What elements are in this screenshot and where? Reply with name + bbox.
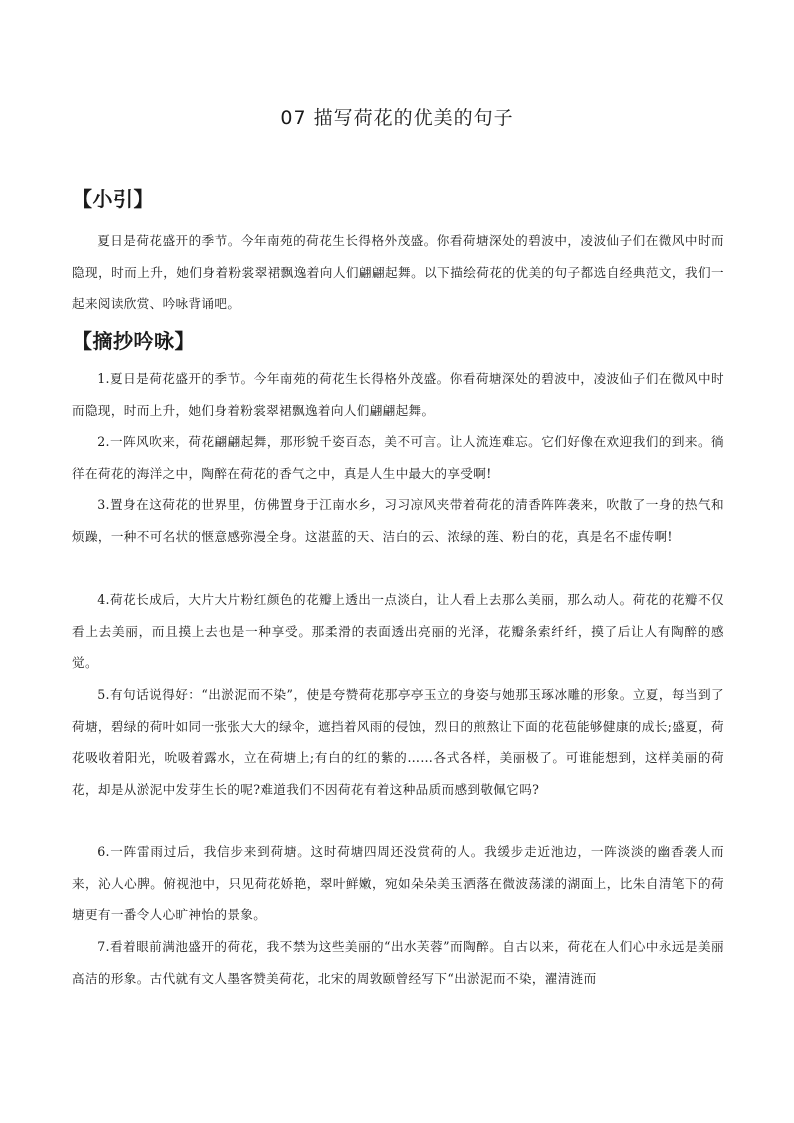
intro-heading: 【小引】: [72, 187, 154, 211]
page-title: 07 描写荷花的优美的句子: [280, 107, 514, 129]
excerpt-heading: 【摘抄吟咏】: [72, 329, 195, 353]
excerpt-item-4: 4.荷花长成后，大片大片粉红颜色的花瓣上透出一点淡白，让人看上去那么美丽，那么动人。荷花的花瓣不仅看上去美丽，而且摸上去也是一种享受。那柔滑的表面透出亮丽的光泽，花瓣条索纤纤，摸了后让人有陶醉的感觉。: [72, 592, 724, 670]
excerpt-item-7: 7.看着眼前满池盛开的荷花，我不禁为这些美丽的“出水芙蓉”而陶醉。自古以来，荷花在人们心中永远是美丽高洁的形象。古代就有文人墨客赞美荷花，北宋的周敦颐曾经写下“出淤泥而不染，濯清涟而: [72, 939, 724, 986]
excerpt-item-6: 6.一阵雷雨过后，我信步来到荷塘。这时荷塘四周还没赏荷的人。我缓步走近池边，一阵淡淡的幽香袭人而来，沁人心脾。俯视池中，只见荷花娇艳，翠叶鲜嫩，宛如朵朵美玉洒落在微波荡漾的湖面上，比朱自清笔下的荷塘更有一番令人心旷神怡的景象。: [72, 844, 724, 922]
excerpt-item-3: 3.置身在这荷花的世界里，仿佛置身于江南水乡，习习凉风夹带着荷花的清香阵阵袭来，吹散了一身的热气和烦躁，一种不可名状的惬意感弥漫全身。这湛蓝的天、洁白的云、浓绿的莲、粉白的花，真是名不虚传啊!: [72, 497, 724, 544]
excerpt-item-2: 2.一阵风吹来，荷花翩翩起舞，那形貌千姿百态，美不可言。让人流连难忘。它们好像在欢迎我们的到来。徜徉在荷花的海洋之中，陶醉在荷花的香气之中，真是人生中最大的享受啊!: [72, 434, 724, 481]
excerpt-item-5: 5.有句话说得好：“出淤泥而不染”，使是夸赞荷花那亭亭玉立的身姿与她那玉琢冰雕的形象。立夏，每当到了荷塘，碧绿的荷叶如同一张张大大的绿伞，遮挡着风雨的侵蚀，烈日的煎熬让下面的花苞能够健康的成长;盛夏，荷花吸收着阳光，吮吸着露水，立在荷塘上;有白的红的紫的……各式各样，美丽极了。可谁能想到，这样美丽的荷花，却是从淤泥中发芽生长的呢?难道我们不因荷花有着这种品质而感到敬佩它吗?: [72, 687, 724, 797]
intro-paragraph: 夏日是荷花盛开的季节。今年南苑的荷花生长得格外茂盛。你看荷塘深处的碧波中，凌波仙子们在微风中时而隐现，时而上升，她们身着粉裳翠裙飘逸着向人们翩翩起舞。以下描绘荷花的优美的句子都选自经典范文，我们一起来阅读欣赏、吟咏背诵吧。: [72, 233, 724, 311]
excerpt-item-1: 1.夏日是荷花盛开的季节。今年南苑的荷花生长得格外茂盛。你看荷塘深处的碧波中，凌波仙子们在微风中时而隐现，时而上升，她们身着粉裳翠裙飘逸着向人们翩翩起舞。: [72, 371, 724, 418]
